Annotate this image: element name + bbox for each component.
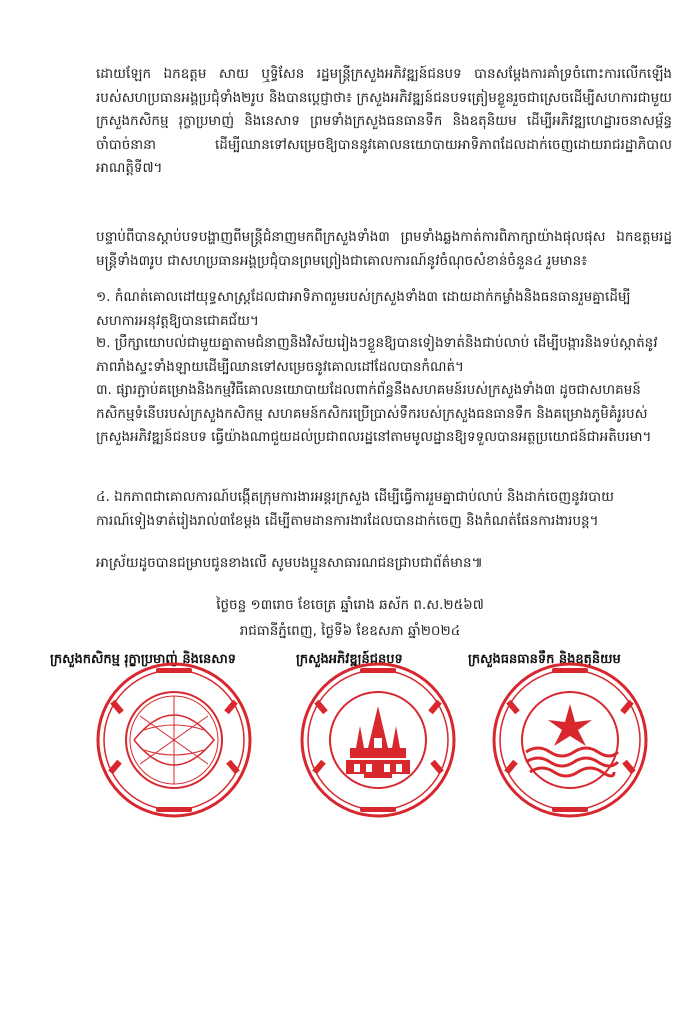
paragraph-agreement-intro: បន្ទាប់ពីបានស្តាប់បទបង្ហាញពីមន្ត្រីជំនាញមកពីក្រសួងទាំង៣ ព្រមទាំងឆ្លងកាត់ការពិភាក្សាយ៉ាងផុលផុស ឯកឧត្តមរដ្ឋមន្ត្រីទាំង៣រូប ជាសហប្រធានអង្គប្រជុំបានព្រមព្រៀងជាគោលការណ៍នូវចំណុចសំខាន់ចំនួន៤ រួមមាន៖ bbox=[96, 229, 672, 269]
list-item-point-3: ៣. ផ្សារភ្ជាប់គម្រោងនិងកម្មវិធីគោលនយោបាយដែលពាក់ព័ន្ធនឹងសហគមន៍របស់ក្រសួងទាំង៣ ដូចជាសហគមន៍កសិកម្មទំនើបរបស់ក្រសួងកសិកម្ម សហគមន៍កសិករប្រើប្រាស់ទឹករបស់ក្រសួងធនធានទឹក និងគម្រោងភូមិគំរូរបស់ក្រសួងអភិវឌ្ឍន៍ជនបទ ធ្វើយ៉ាងណាជួយដល់ប្រជាពលរដ្ឋនៅតាមមូលដ្ឋានឱ្យទទួលបានអត្ថប្រយោជន៍ជាអតិបរមា។ bbox=[96, 382, 652, 445]
list-item-point-2: ២. ប្រឹក្សាយោបល់ជាមួយគ្នាតាមជំនាញនិងវិស័យរៀងៗខ្លួនឱ្យបានទៀងទាត់និងជាប់លាប់ ដើម្បីបង្ការនិងទប់ស្កាត់នូវភាពរាំងស្ទះទាំងឡាយដើម្បីឈានទៅសម្រេចនូវគោលដៅដែលបានកំណត់។ bbox=[96, 335, 658, 375]
list-item-point-4: ៤. ឯកភាពជាគោលការណ៍បង្កើតក្រុមការងារអន្តរក្រសួង ដើម្បីធ្វើការរួមគ្នាជាប់លាប់ និងដាក់ចេញនូវរបាយការណ៍ទៀងទាត់រៀងរាល់៣ខែម្តង ដើម្បីតាមដានការងារដែលបានដាក់ចេញ និងកំណត់ផែនការងារបន្ត។ bbox=[96, 489, 615, 529]
paragraph-minister-statement: ដោយឡែក ឯកឧត្តម សាយ ឬទ្ធិសែន រដ្ឋមន្ត្រីក្រសួងអភិវឌ្ឍន៍ជនបទ បានសម្តែងការគាំទ្រចំពោះការលើកឡើងរបស់សហប្រធានអង្គប្រជុំទាំង២រូប និងបានប្តេជ្ញាថា៖ ក្រសួងអភិវឌ្ឍន៍ជនបទត្រៀមខ្លួនរួចជាស្រេចដើម្បីសហការជាមួយក្រសួងកសិកម្ម រុក្ខាប្រមាញ់ និងនេសាទ ព្រមទាំងក្រសួងធនធានទឹក និងឧតុនិយម ដើម្បីអភិវឌ្ឍហេដ្ឋារចនាសម្ព័ន្ធចាំបាច់នានា ដើម្បីឈានទៅសម្រេចឱ្យបាននូវគោលនយោបាយអាទិភាពដែលដាក់ចេញដោយរាជរដ្ឋាភិបាលអាណត្តិទី៧។ bbox=[96, 66, 672, 176]
lunar-date: ថ្ងៃចន្ទ ១៣រោច ខែចេត្រ ឆ្នាំរោង ឆស័ក ព.ស.២៥៦៧ bbox=[216, 597, 484, 613]
signatory-agriculture: ក្រសួងកសិកម្ម រុក្ខាប្រមាញ់ និងនេសាទ bbox=[50, 652, 236, 667]
agriculture-seal-icon bbox=[94, 660, 254, 820]
closing-sentence: អាស្រ័យដូចបានជម្រាបជូនខាងលើ សូមបងប្អូនសាធារណជនជ្រាបជាព័ត៌មាន៕ bbox=[96, 555, 483, 571]
signatory-water-resources: ក្រសួងធនធានទឹក និងឧតុនិយម bbox=[468, 652, 621, 667]
signatory-rural-development: ក្រសួងអភិវឌ្ឍន៍ជនបទ bbox=[296, 652, 403, 667]
rural-development-seal-icon bbox=[298, 660, 458, 820]
water-resources-seal-icon bbox=[490, 660, 650, 820]
list-item-point-1: ១. កំណត់គោលដៅយុទ្ធសាស្ត្រដែលជាអាទិភាពរួមរបស់ក្រសួងទាំង៣ ដោយដាក់កម្លាំងនិងធនធានរួមគ្នាដើម្បីសហការអនុវត្តឱ្យបានជោគជ័យ។ bbox=[96, 289, 631, 329]
solar-date: រាជធានីភ្នំពេញ, ថ្ងៃទី៦ ខែឧសភា ឆ្នាំ២០២៤ bbox=[239, 623, 461, 639]
